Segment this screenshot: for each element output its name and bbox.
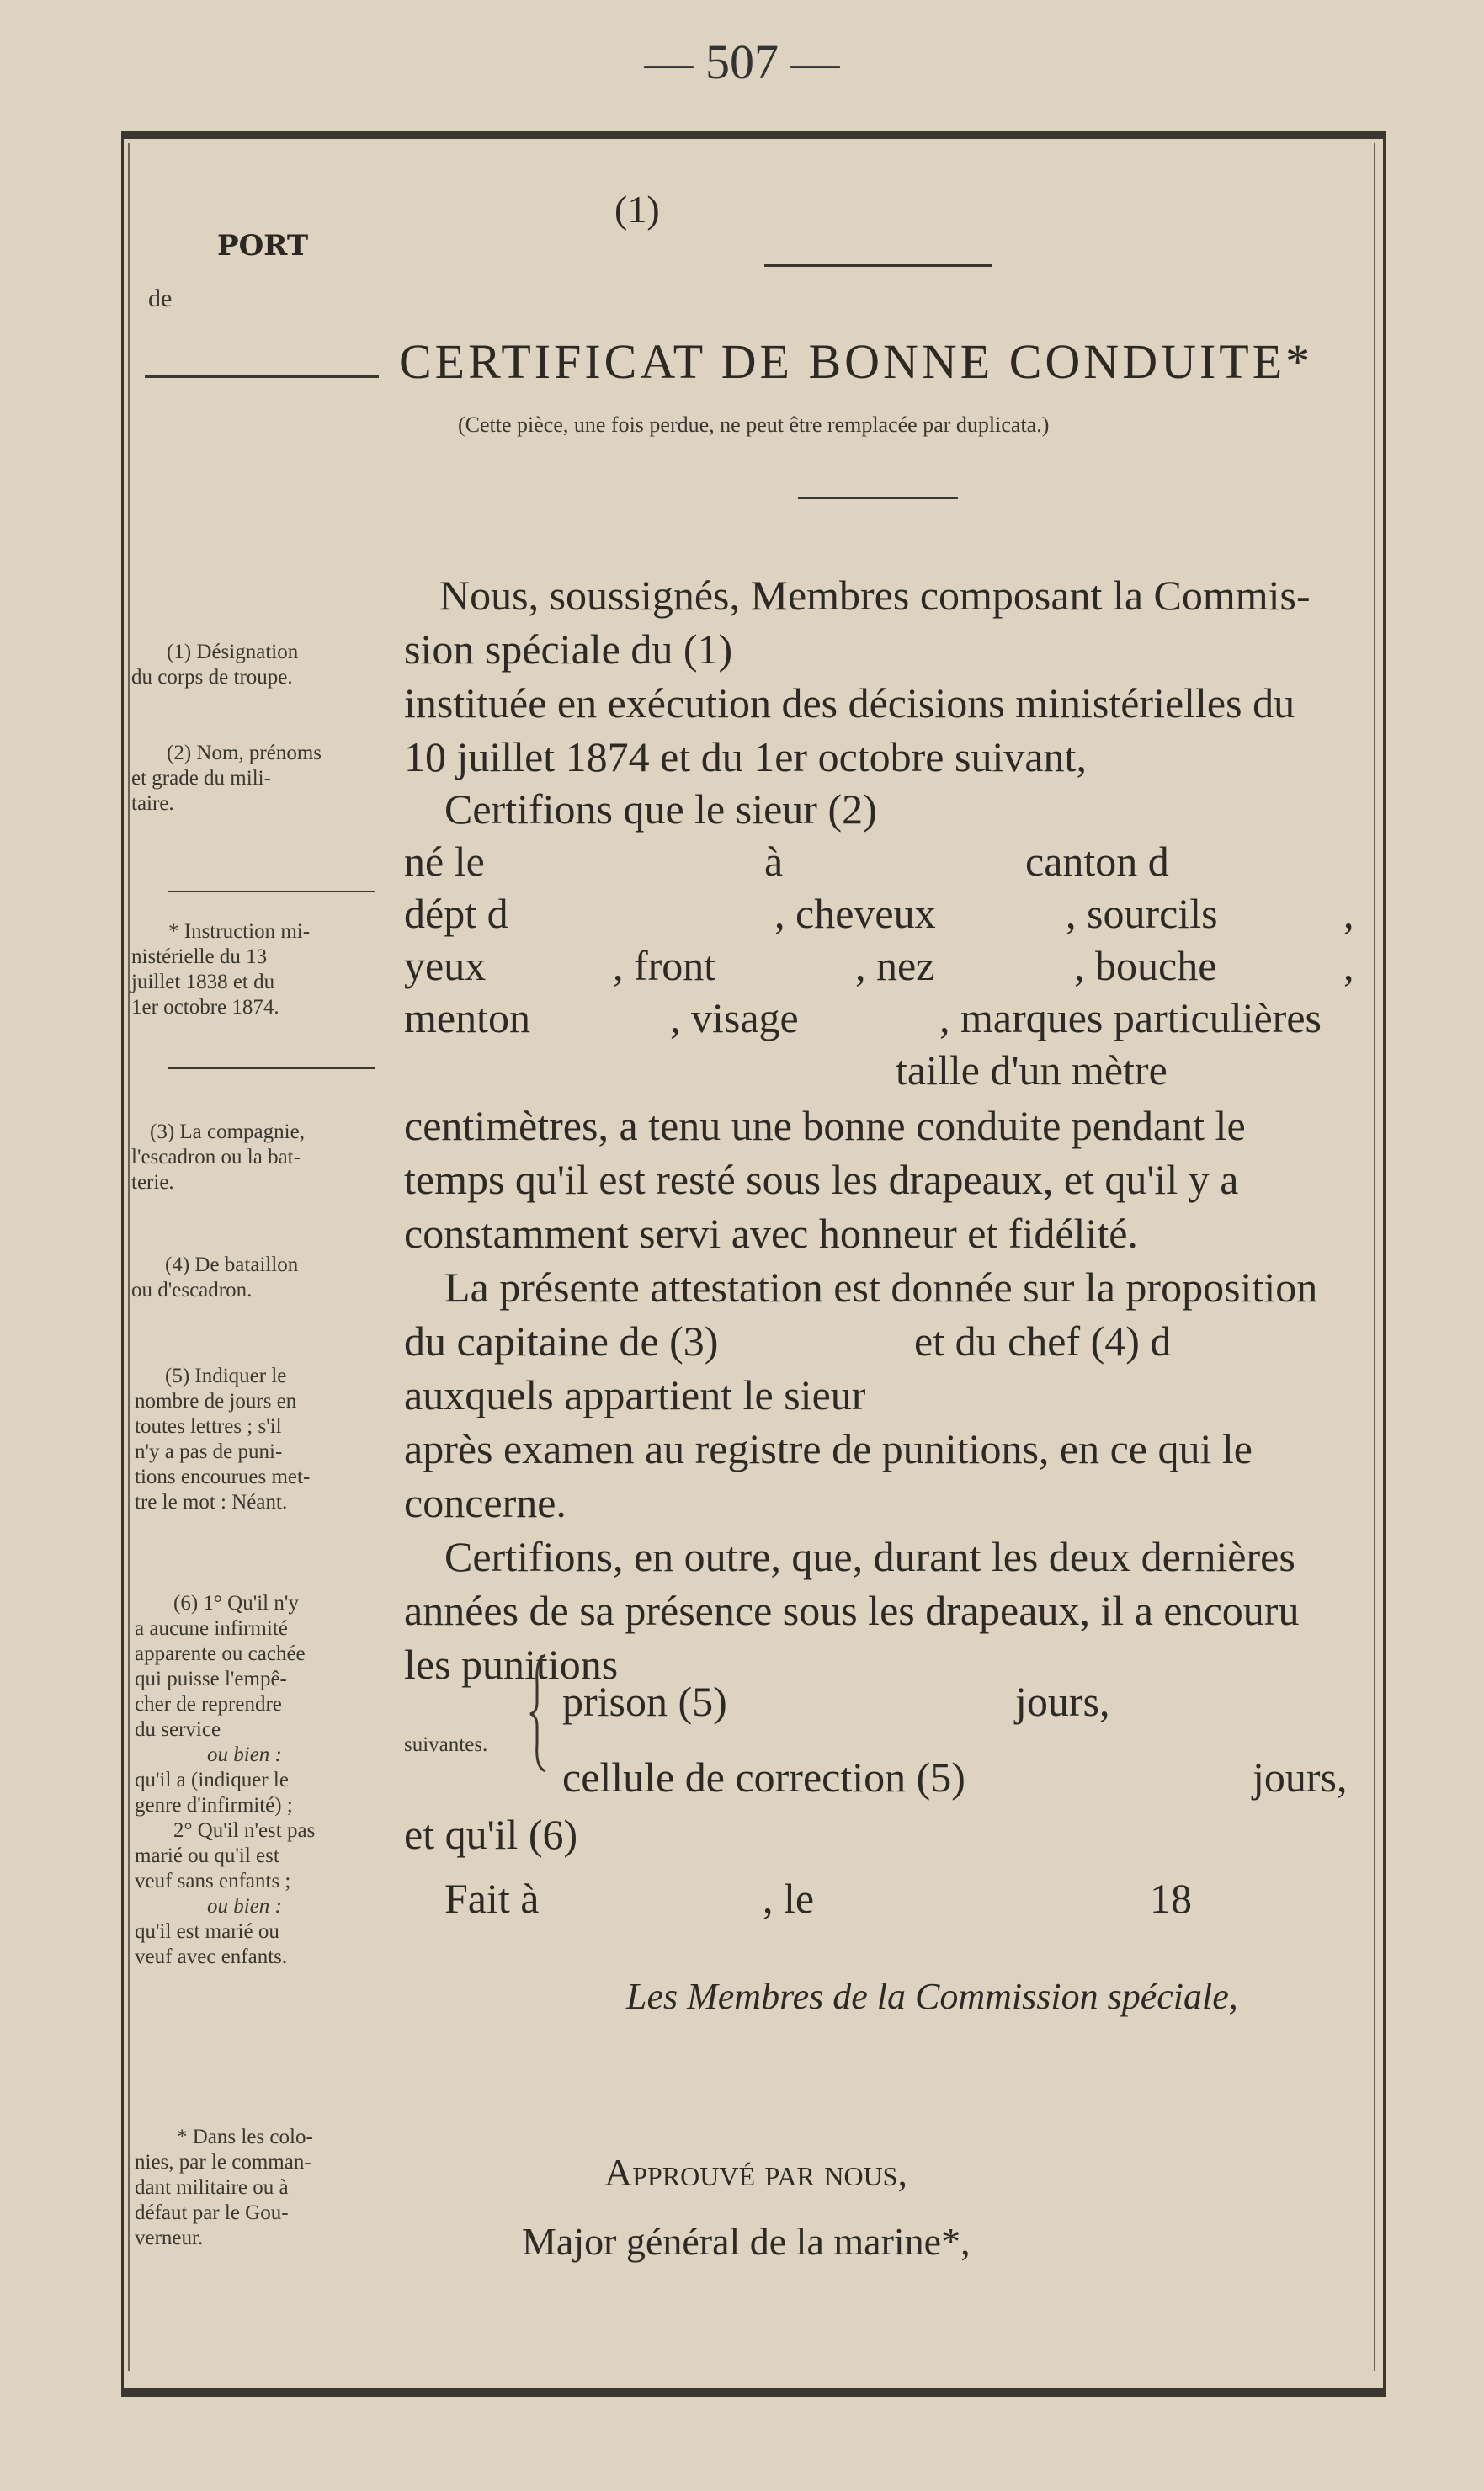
field-front: , front bbox=[613, 942, 716, 989]
field-prison: prison (5) bbox=[562, 1678, 727, 1725]
note-line: toutes lettres ; s'il bbox=[135, 1415, 282, 1438]
note-line: et grade du mili- bbox=[131, 767, 271, 790]
port-fill-line bbox=[145, 375, 379, 378]
field-dept: dépt d bbox=[404, 890, 508, 937]
note-line: n'y a pas de puni- bbox=[135, 1440, 283, 1463]
margin-note-2 bbox=[131, 741, 322, 817]
note-line: ou d'escadron. bbox=[131, 1279, 253, 1301]
field-chef: et du chef (4) d bbox=[914, 1317, 1172, 1365]
note-line: du service bbox=[135, 1718, 221, 1741]
field-marques: , marques particulières bbox=[939, 994, 1322, 1041]
body-line-18: concerne. bbox=[404, 1479, 566, 1526]
note-line: (6) 1° Qu'il n'y bbox=[173, 1592, 299, 1615]
note-line: du corps de troupe. bbox=[131, 666, 293, 689]
suivantes-label: suivantes. bbox=[404, 1733, 488, 1756]
note-line: dant militaire ou à bbox=[135, 2176, 289, 2199]
field-cellule-jours: jours, bbox=[1253, 1754, 1348, 1801]
body-line-2: sion spéciale du (1) bbox=[404, 625, 733, 673]
field-cheveux: , cheveux bbox=[774, 890, 936, 937]
field-taille: taille d'un mètre bbox=[896, 1046, 1168, 1094]
port-label: PORT bbox=[217, 229, 309, 263]
note-line: (1) Désignation bbox=[167, 641, 299, 663]
note-line: veuf sans enfants ; bbox=[135, 1870, 291, 1892]
certificate-subtitle: (Cette pièce, une fois perdue, ne peut être remplacée par duplicata.) bbox=[458, 413, 1050, 437]
note-line: (2) Nom, prénoms bbox=[167, 742, 322, 764]
note-line: 1er octobre 1874. bbox=[131, 996, 279, 1019]
commission-signature: Les Membres de la Commission spéciale, bbox=[626, 1976, 1238, 2017]
body-line-3: instituée en exécution des décisions ministérielles du bbox=[404, 679, 1295, 727]
note-line: tions encourues met- bbox=[135, 1466, 311, 1488]
margin-note-3 bbox=[131, 1120, 305, 1195]
field-fait-a: Fait à bbox=[444, 1875, 540, 1922]
margin-note-6 bbox=[135, 1591, 315, 1970]
note-line: verneur. bbox=[135, 2227, 204, 2249]
note-line: tre le mot : Néant. bbox=[135, 1491, 288, 1514]
field-yeux: yeux bbox=[404, 942, 487, 989]
field-cellule: cellule de correction (5) bbox=[562, 1754, 965, 1801]
note-line: ou bien : bbox=[207, 1743, 282, 1766]
field-comma: , bbox=[1343, 890, 1354, 937]
field-menton: menton bbox=[404, 994, 530, 1041]
body-line-4: 10 juillet 1874 et du 1er octobre suivant, bbox=[404, 733, 1087, 780]
body-line-13: constamment servi avec honneur et fidélité. bbox=[404, 1210, 1138, 1257]
certificate-title: CERTIFICAT DE BONNE CONDUITE* bbox=[399, 334, 1314, 389]
note-line: nombre de jours en bbox=[135, 1390, 297, 1413]
note-line: qu'il a (indiquer le bbox=[135, 1769, 289, 1791]
field-ne-le: né le bbox=[404, 838, 485, 885]
note-line: juillet 1838 et du bbox=[131, 971, 275, 993]
note-line: (5) Indiquer le bbox=[165, 1365, 287, 1387]
note-line: ou bien : bbox=[207, 1895, 282, 1918]
note-line: terie. bbox=[131, 1171, 174, 1194]
note-line: taire. bbox=[131, 792, 174, 815]
field-year: 18 bbox=[1150, 1875, 1192, 1922]
note-line: qui puisse l'empê- bbox=[135, 1668, 287, 1690]
field-bouche: , bouche bbox=[1074, 942, 1217, 989]
note-line: * Instruction mi- bbox=[168, 920, 311, 943]
body-line-16: auxquels appartient le sieur bbox=[404, 1371, 866, 1418]
note-line: nies, par le comman- bbox=[135, 2151, 311, 2174]
note-line: genre d'infirmité) ; bbox=[135, 1794, 293, 1817]
field-visage: , visage bbox=[670, 994, 799, 1041]
body-line-5: Certifions que le sieur (2) bbox=[444, 785, 877, 833]
field-prison-jours: jours, bbox=[1015, 1678, 1110, 1725]
field-comma: , bbox=[1343, 942, 1354, 989]
field-capitaine: du capitaine de (3) bbox=[404, 1317, 719, 1365]
body-line-24: et qu'il (6) bbox=[404, 1811, 578, 1858]
instruction-bottom-rule bbox=[168, 1067, 375, 1069]
field-nez: , nez bbox=[855, 942, 935, 989]
field-canton: canton d bbox=[1025, 838, 1169, 885]
note-line: (3) La compagnie, bbox=[150, 1120, 305, 1143]
note-line: nistérielle du 13 bbox=[131, 945, 268, 968]
title-rule bbox=[798, 497, 958, 499]
note-line: (4) De bataillon bbox=[165, 1253, 299, 1276]
page-number: — 507 — bbox=[644, 35, 840, 89]
note-line: * Dans les colo- bbox=[177, 2126, 313, 2148]
body-line-1: Nous, soussignés, Membres composant la Commis- bbox=[439, 572, 1311, 619]
margin-note-4 bbox=[131, 1253, 299, 1303]
note-line: apparente ou cachée bbox=[135, 1642, 306, 1665]
note-line: veuf avec enfants. bbox=[135, 1945, 288, 1968]
field-sourcils: , sourcils bbox=[1066, 890, 1218, 937]
body-line-20: années de sa présence sous les drapeaux, il a encouru bbox=[404, 1587, 1300, 1634]
field-le: , le bbox=[763, 1875, 815, 1922]
major-line: Major général de la marine*, bbox=[522, 2220, 971, 2263]
body-line-11: centimètres, a tenu une bonne conduite pendant le bbox=[404, 1102, 1246, 1149]
note-line: qu'il est marié ou bbox=[135, 1920, 279, 1943]
margin-note-1 bbox=[131, 640, 299, 690]
margin-note-colonies bbox=[135, 2125, 313, 2251]
field-a: à bbox=[764, 838, 784, 885]
footnote-mark: (1) bbox=[614, 188, 660, 231]
note-line: défaut par le Gou- bbox=[135, 2201, 289, 2224]
body-line-12: temps qu'il est resté sous les drapeaux, et qu'il y a bbox=[404, 1156, 1239, 1203]
header-rule bbox=[764, 264, 992, 267]
note-line: a aucune infirmité bbox=[135, 1617, 288, 1640]
approve-line: Approuvé par nous, bbox=[604, 2151, 907, 2194]
punitions-brace bbox=[527, 1650, 552, 1776]
note-line: l'escadron ou la bat- bbox=[131, 1146, 301, 1168]
note-line: cher de reprendre bbox=[135, 1693, 282, 1716]
body-line-21: les punitions bbox=[404, 1641, 619, 1688]
body-line-19: Certifions, en outre, que, durant les deux dernières bbox=[444, 1533, 1295, 1580]
note-line: marié ou qu'il est bbox=[135, 1844, 279, 1867]
margin-note-instruction bbox=[131, 919, 311, 1020]
body-line-14: La présente attestation est donnée sur la proposition bbox=[444, 1264, 1318, 1311]
instruction-top-rule bbox=[168, 891, 375, 892]
body-line-17: après examen au registre de punitions, en ce qui le bbox=[404, 1425, 1253, 1472]
note-line: 2° Qu'il n'est pas bbox=[173, 1819, 316, 1842]
margin-note-5 bbox=[135, 1364, 310, 1515]
port-de: de bbox=[148, 285, 173, 312]
